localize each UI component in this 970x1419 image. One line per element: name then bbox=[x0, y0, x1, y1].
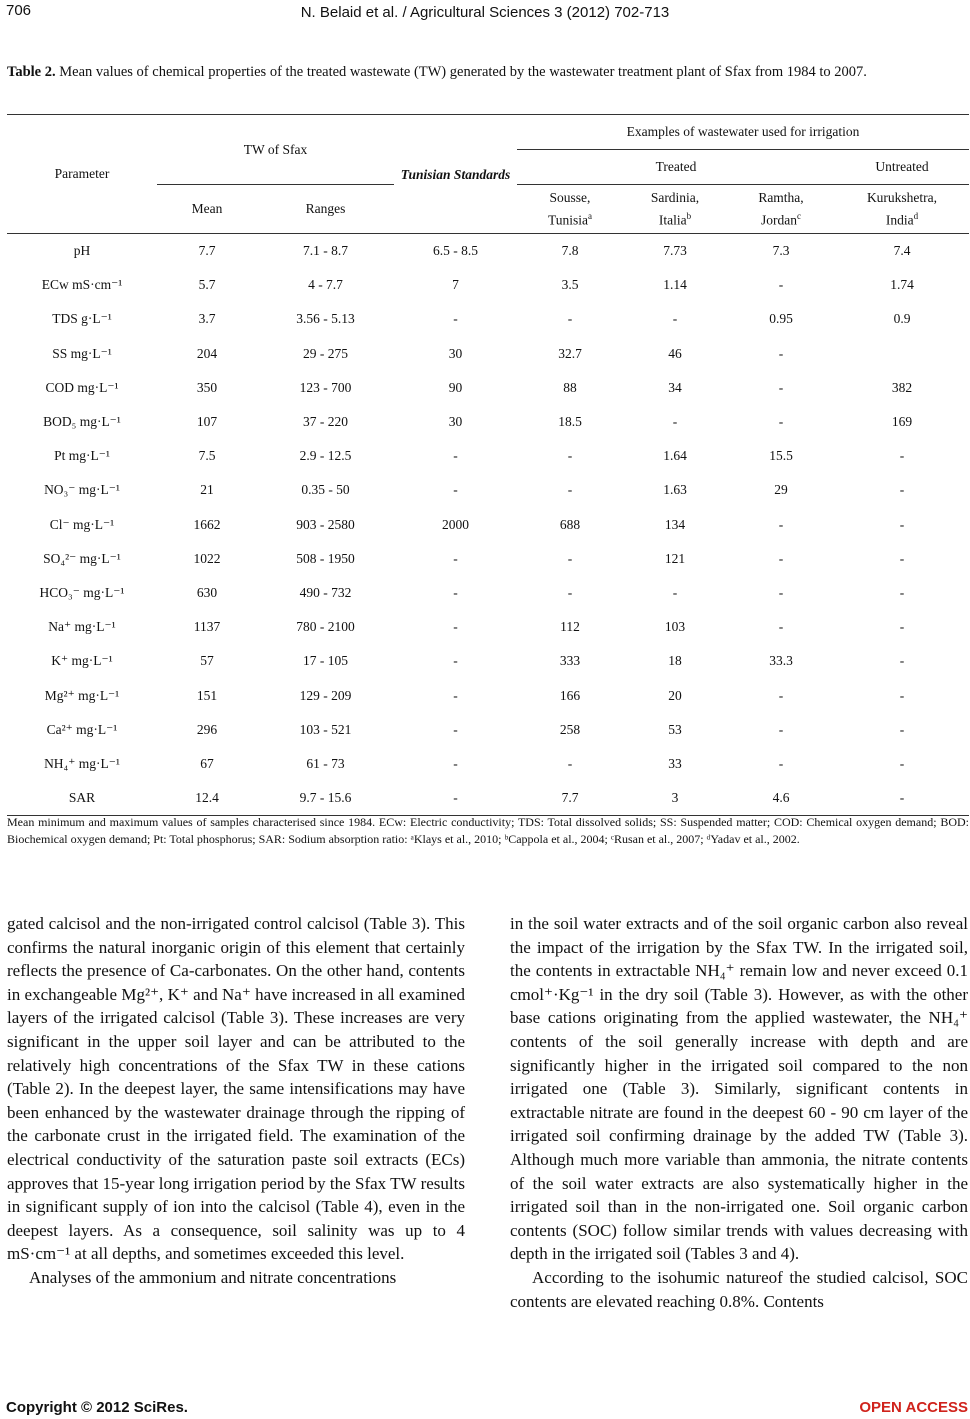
data-table bbox=[7, 114, 969, 816]
cell-param: SS mg·L⁻¹ bbox=[52, 345, 112, 361]
cell-mean: 107 bbox=[196, 414, 218, 430]
cell-sardinia: 33 bbox=[668, 755, 682, 771]
cell-ramtha: - bbox=[778, 379, 784, 395]
cell-ranges: 0.35 - 50 bbox=[301, 482, 350, 498]
table-row bbox=[7, 405, 969, 439]
cell-kurukshetra: 0.9 bbox=[893, 311, 911, 327]
header-sardinia-city: Sardinia, bbox=[650, 189, 700, 205]
cell-ranges: 508 - 1950 bbox=[296, 550, 355, 566]
header-tunisian-standards: Tunisian Standards bbox=[394, 115, 517, 234]
cell-param: BOD₅ mg·L⁻¹ bbox=[43, 414, 121, 430]
cell-mean: 67 bbox=[200, 755, 214, 771]
table-caption-text: Mean values of chemical properties of the treated wastewate (TW) generated by the wastewater treatment plant of Sfax from 1984 to 2007. bbox=[59, 64, 867, 80]
cell-sardinia: 20 bbox=[668, 687, 682, 703]
cell-ranges: 37 - 220 bbox=[303, 414, 348, 430]
header-kurukshetra-country: India bbox=[885, 212, 914, 228]
table-row bbox=[7, 644, 969, 678]
header-kurukshetra-city: Kurukshetra, bbox=[866, 189, 938, 205]
cell-ramtha: 4.6 bbox=[772, 790, 790, 806]
cell-std: - bbox=[453, 687, 458, 703]
cell-ramtha: - bbox=[778, 277, 784, 293]
cell-param: Mg²⁺ mg·L⁻¹ bbox=[44, 687, 120, 703]
body-paragraph: Analyses of the ammonium and nitrate concentrations bbox=[29, 1267, 397, 1287]
cell-ranges: 103 - 521 bbox=[299, 721, 352, 737]
cell-sardinia: 121 bbox=[664, 550, 686, 566]
cell-ramtha: - bbox=[778, 755, 784, 771]
cell-mean: 5.7 bbox=[198, 277, 216, 293]
body-paragraph: in the soil water extracts and of the soil organic carbon also reveal the impact of the irrigation by the Sfax TW. In the irrigated soil, the contents in extractable NH₄⁺ remain low and never exceed 0.1 cmol⁺·Kg⁻¹ in the dry soil (Table 3). However, as with the other base cations originating from the applied wastewater, the NH₄⁺ contents of the soil generally increase with depth and are significantly higher in the irrigated soil compared to the non irrigated one (Table 3). Similarly, significant contents in extractable nitrate are found in the deepest 60 - 90 cm layer of the irrigated soil confirming drainage by the added TW (Table 3). Although much more variable than ammonia, the nitrate contents of the soil water extracts are also systematically higher in the irrigated soil than in the non-irrigated one. Soil organic carbon contents (SOC) follow similar trends with values decreasing with depth in the irrigated soil (Tables 3 and 4). bbox=[510, 914, 968, 1264]
table-footnote: Mean minimum and maximum values of samples characterised since 1984. ECw: Electric conductivity; TDS: Total dissolved solids; SS: Suspended matter; COD: Chemical oxygen demand; BOD: Biochemical oxygen demand; Pt: Total phosphorus; SAR: Sodium absorption ratio: ᵃKlays et al., 2010; ᵇCappola et al., 2004; ᶜRusan et al., 2007; ᵈYadav et al., 2002. bbox=[7, 815, 969, 846]
cell-param: NH₄⁺ mg·L⁻¹ bbox=[44, 755, 120, 771]
cell-mean: 1662 bbox=[193, 516, 221, 532]
cell-kurukshetra: - bbox=[899, 448, 905, 464]
cell-sardinia: 46 bbox=[668, 345, 682, 361]
cell-sardinia: - bbox=[672, 414, 678, 430]
cell-kurukshetra: 1.74 bbox=[890, 277, 914, 293]
cell-ramtha: - bbox=[778, 687, 784, 703]
header-sardinia-country: Italia bbox=[658, 212, 687, 228]
cell-param: SAR bbox=[68, 790, 96, 806]
cell-ranges: 3.56 - 5.13 bbox=[296, 311, 355, 327]
cell-mean: 1022 bbox=[193, 550, 221, 566]
cell-std: - bbox=[453, 721, 458, 737]
cell-mean: 151 bbox=[196, 687, 218, 703]
header-sardinia-sup: b bbox=[686, 210, 692, 221]
cell-sardinia: 1.14 bbox=[663, 277, 687, 293]
cell-sardinia: 103 bbox=[664, 619, 686, 635]
cell-std: 2000 bbox=[442, 516, 469, 532]
header-tw-sfax: TW of Sfax bbox=[157, 115, 394, 185]
table-row bbox=[7, 747, 969, 781]
cell-mean: 204 bbox=[196, 345, 218, 361]
cell-sousse: 112 bbox=[560, 619, 580, 635]
cell-sousse: - bbox=[567, 482, 573, 498]
cell-std: - bbox=[453, 550, 458, 566]
table-row bbox=[7, 713, 969, 747]
cell-param: Cl⁻ mg·L⁻¹ bbox=[49, 516, 115, 532]
cell-param: COD mg·L⁻¹ bbox=[45, 379, 119, 395]
body-paragraph: gated calcisol and the non-irrigated control calcisol (Table 3). This confirms the natural inorganic origin of this element that certainly reflects the presence of Ca-carbonates. On the other hand, contents in exchangeable Mg²⁺, K⁺ and Na⁺ have increased in all examined layers of the irrigated calcisol (Table 3). These increases are very significant in the upper soil layer and can be attributed to the relatively high concentrations of the Sfax TW in these cations (Table 2). In the deepest layer, the same intensifications may have been enhanced by the wastewater drainage through the ripping of the carbonate crust in the irrigated field. The examination of the electrical conductivity of the saturation paste soil extracts (ECs) approves that 15-year long irrigation period by the Sfax TW results in significant supply of ion into the calcisol (Table 4), even in the deepest layers. As a consequence, soil salinity was up to 4 mS·cm⁻¹ at all depths, and sometimes exceeded this level. bbox=[7, 914, 465, 1264]
table-row bbox=[7, 678, 969, 712]
cell-ranges: 29 - 275 bbox=[303, 345, 348, 361]
table-row bbox=[7, 542, 969, 576]
cell-kurukshetra: 7.4 bbox=[893, 243, 911, 259]
table-row bbox=[7, 610, 969, 644]
header-treated: Treated bbox=[517, 150, 835, 185]
cell-sardinia: 134 bbox=[664, 516, 686, 532]
cell-ranges: 903 - 2580 bbox=[296, 516, 355, 532]
cell-kurukshetra bbox=[835, 337, 969, 371]
table-caption bbox=[7, 62, 969, 82]
cell-std: - bbox=[453, 619, 458, 635]
cell-ranges: 17 - 105 bbox=[303, 653, 348, 669]
cell-mean: 12.4 bbox=[195, 790, 219, 806]
cell-mean: 1137 bbox=[193, 619, 221, 635]
cell-std: - bbox=[453, 755, 458, 771]
cell-sardinia: 7.73 bbox=[663, 243, 687, 259]
cell-ranges: 123 - 700 bbox=[299, 379, 352, 395]
cell-sousse: - bbox=[567, 755, 573, 771]
cell-sousse: - bbox=[567, 448, 573, 464]
cell-ramtha: - bbox=[778, 345, 784, 361]
table-row bbox=[7, 439, 969, 473]
table-row bbox=[7, 337, 969, 371]
header-ramtha-sup: c bbox=[797, 210, 801, 221]
cell-ranges: 7.1 - 8.7 bbox=[303, 243, 348, 259]
cell-param: ECw mS·cm⁻¹ bbox=[41, 277, 123, 293]
cell-param: HCO₃⁻ mg·L⁻¹ bbox=[39, 584, 125, 600]
cell-ramtha: - bbox=[778, 619, 784, 635]
header-ranges: Ranges bbox=[305, 201, 346, 216]
header-untreated: Untreated bbox=[835, 150, 969, 185]
cell-sousse: 7.8 bbox=[561, 243, 579, 259]
cell-ramtha: - bbox=[778, 721, 784, 737]
cell-ranges: 4 - 7.7 bbox=[308, 277, 343, 293]
cell-mean: 7.5 bbox=[198, 448, 216, 464]
cell-sardinia: 1.63 bbox=[663, 482, 687, 498]
cell-kurukshetra: - bbox=[899, 790, 905, 806]
cell-kurukshetra: - bbox=[899, 619, 905, 635]
cell-ramtha: - bbox=[778, 584, 784, 600]
cell-std: - bbox=[453, 448, 458, 464]
cell-ramtha: 33.3 bbox=[769, 653, 793, 669]
cell-sousse: 88 bbox=[563, 379, 577, 395]
body-paragraph: According to the isohumic natureof the studied calcisol, SOC contents are elevated reaching 0.8%. Contents bbox=[510, 1267, 968, 1311]
cell-ranges: 780 - 2100 bbox=[296, 619, 355, 635]
header-parameter: Parameter bbox=[7, 115, 157, 234]
cell-ramtha: - bbox=[778, 550, 784, 566]
cell-std: - bbox=[453, 311, 458, 327]
cell-std: 30 bbox=[448, 414, 463, 430]
cell-sardinia: 1.64 bbox=[663, 448, 687, 464]
cell-sousse: 688 bbox=[559, 516, 581, 532]
table-row bbox=[7, 508, 969, 542]
cell-sardinia: - bbox=[672, 311, 678, 327]
cell-mean: 630 bbox=[196, 584, 218, 600]
cell-kurukshetra: - bbox=[899, 550, 905, 566]
cell-param: pH bbox=[73, 243, 91, 259]
header-ramtha-country: Jordan bbox=[761, 212, 797, 228]
cell-ramtha: 7.3 bbox=[772, 243, 790, 259]
header-examples: Examples of wastewater used for irrigation bbox=[517, 115, 969, 150]
header-sousse-city: Sousse, bbox=[549, 189, 591, 205]
header-mean: Mean bbox=[191, 201, 223, 216]
cell-sousse: 7.7 bbox=[561, 790, 579, 806]
table-row bbox=[7, 576, 969, 610]
cell-ranges: 61 - 73 bbox=[306, 755, 345, 771]
page-number: 706 bbox=[6, 2, 32, 19]
cell-ramtha: - bbox=[778, 414, 784, 430]
cell-sardinia: - bbox=[672, 584, 678, 600]
cell-kurukshetra: - bbox=[899, 721, 905, 737]
cell-sousse: 32.7 bbox=[558, 345, 582, 361]
cell-sousse: - bbox=[567, 311, 573, 327]
header-ramtha-city: Ramtha, bbox=[758, 189, 804, 205]
table-row bbox=[7, 781, 969, 816]
cell-kurukshetra: 382 bbox=[891, 379, 913, 395]
table-row bbox=[7, 268, 969, 302]
cell-mean: 7.7 bbox=[198, 243, 216, 259]
cell-param: Pt mg·L⁻¹ bbox=[54, 448, 110, 464]
header-sardinia bbox=[623, 185, 727, 234]
cell-sousse: 18.5 bbox=[558, 414, 582, 430]
table-row bbox=[7, 371, 969, 405]
cell-param: K⁺ mg·L⁻¹ bbox=[51, 653, 113, 669]
cell-sousse: 3.5 bbox=[561, 277, 579, 293]
cell-kurukshetra: - bbox=[899, 755, 905, 771]
cell-param: SO₄²⁻ mg·L⁻¹ bbox=[43, 550, 121, 566]
footer-copyright: Copyright © 2012 SciRes. bbox=[6, 1399, 188, 1416]
header-sousse-sup: a bbox=[588, 210, 593, 221]
cell-param: Na⁺ mg·L⁻¹ bbox=[48, 619, 116, 635]
cell-sousse: - bbox=[567, 550, 573, 566]
cell-std: - bbox=[453, 482, 458, 498]
cell-ramtha: 15.5 bbox=[769, 448, 793, 464]
cell-std: 30 bbox=[448, 345, 463, 361]
table-row bbox=[7, 473, 969, 507]
cell-sardinia: 53 bbox=[668, 721, 682, 737]
cell-sousse: 166 bbox=[559, 687, 581, 703]
header-kurukshetra-sup: d bbox=[913, 210, 919, 221]
cell-mean: 296 bbox=[196, 721, 218, 737]
body-column-left bbox=[7, 912, 465, 1290]
cell-std: 90 bbox=[448, 379, 463, 395]
footer-open-access: OPEN ACCESS bbox=[859, 1399, 968, 1416]
table-row bbox=[7, 302, 969, 336]
body-column-right bbox=[510, 912, 968, 1313]
running-title: N. Belaid et al. / Agricultural Sciences 3 (2012) 702-713 bbox=[300, 4, 670, 21]
header-kurukshetra bbox=[835, 185, 969, 234]
cell-ranges: 2.9 - 12.5 bbox=[299, 448, 352, 464]
table-caption-label: Table 2. bbox=[7, 64, 56, 80]
cell-ramtha: 29 bbox=[774, 482, 788, 498]
cell-ranges: 9.7 - 15.6 bbox=[299, 790, 352, 806]
cell-sousse: 333 bbox=[559, 653, 581, 669]
cell-sousse: 258 bbox=[559, 721, 581, 737]
cell-sardinia: 3 bbox=[671, 790, 679, 806]
cell-sardinia: 34 bbox=[668, 379, 682, 395]
cell-ramtha: 0.95 bbox=[769, 311, 793, 327]
cell-mean: 21 bbox=[200, 482, 214, 498]
cell-ranges: 129 - 209 bbox=[299, 687, 352, 703]
cell-sousse: - bbox=[567, 584, 573, 600]
cell-kurukshetra: - bbox=[899, 584, 905, 600]
cell-kurukshetra: 169 bbox=[891, 414, 913, 430]
cell-mean: 3.7 bbox=[198, 311, 216, 327]
header-ramtha bbox=[727, 185, 835, 234]
cell-sardinia: 18 bbox=[668, 653, 682, 669]
cell-param: NO₃⁻ mg·L⁻¹ bbox=[44, 482, 120, 498]
cell-kurukshetra: - bbox=[899, 516, 905, 532]
cell-kurukshetra: - bbox=[899, 482, 905, 498]
cell-mean: 57 bbox=[200, 653, 214, 669]
cell-std: - bbox=[453, 790, 458, 806]
cell-ramtha: - bbox=[778, 516, 784, 532]
cell-std: - bbox=[453, 653, 458, 669]
cell-mean: 350 bbox=[196, 379, 218, 395]
table-row bbox=[7, 234, 969, 269]
header-sousse-country: Tunisia bbox=[547, 212, 589, 228]
cell-ranges: 490 - 732 bbox=[299, 584, 352, 600]
cell-std: 7 bbox=[452, 277, 459, 293]
header-sousse bbox=[517, 185, 623, 234]
cell-param: Ca²⁺ mg·L⁻¹ bbox=[46, 721, 118, 737]
cell-param: TDS g·L⁻¹ bbox=[52, 311, 112, 327]
cell-kurukshetra: - bbox=[899, 653, 905, 669]
cell-std: - bbox=[453, 584, 458, 600]
cell-std: 6.5 - 8.5 bbox=[433, 243, 478, 259]
cell-kurukshetra: - bbox=[899, 687, 905, 703]
